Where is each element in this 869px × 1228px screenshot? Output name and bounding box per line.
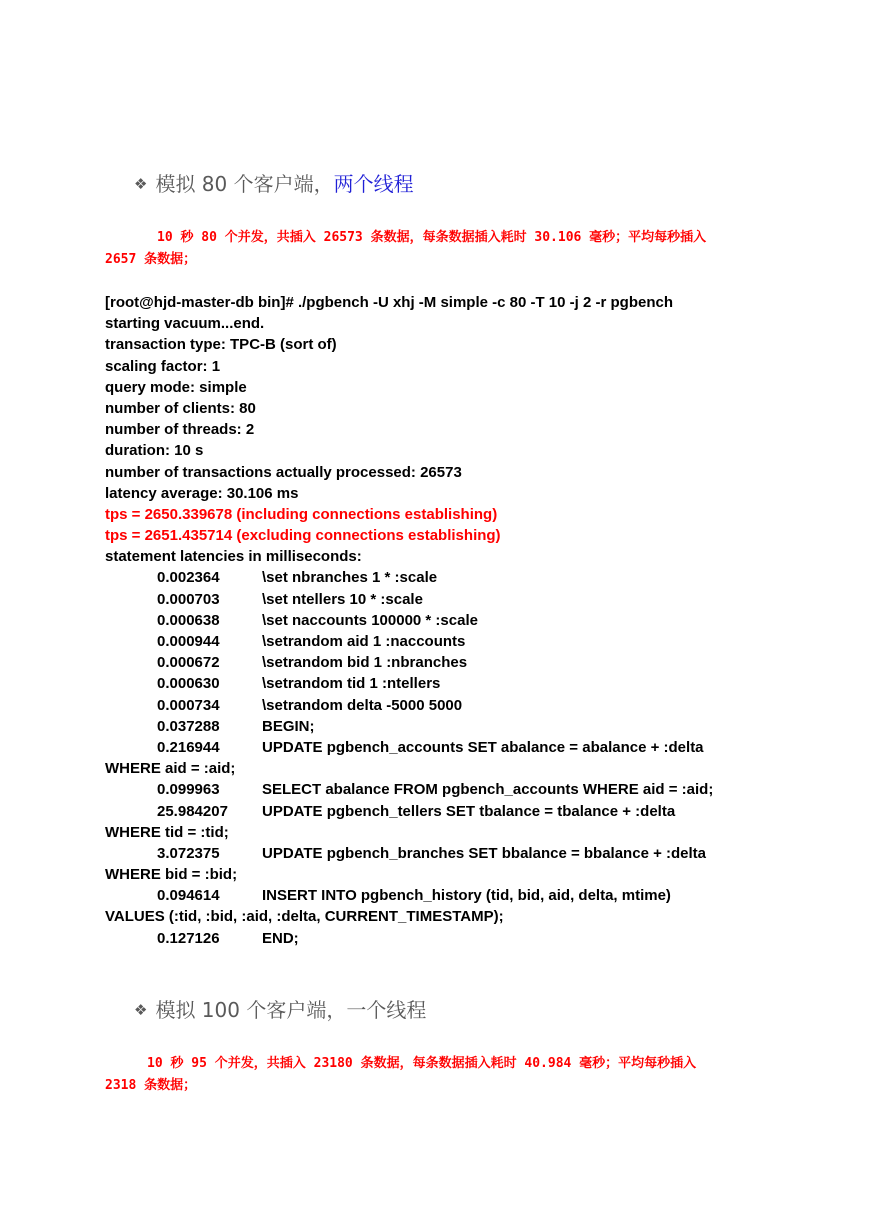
- statement-sql: UPDATE pgbench_tellers SET tbalance = tbalance + :delta: [262, 802, 676, 820]
- statement-sql: \setrandom delta -5000 5000: [262, 696, 463, 714]
- statement-sql: UPDATE pgbench_branches SET bbalance = bbalance + :delta: [262, 844, 707, 862]
- statement-row: [105, 885, 805, 906]
- heading-text: 模拟 80 个客户端，: [155, 172, 334, 196]
- statement-sql: \setrandom aid 1 :naccounts: [262, 633, 466, 650]
- statement-row: [105, 652, 805, 673]
- statement-latency: 0.000672: [157, 654, 220, 672]
- statement-continuation: WHERE bid = :bid;: [105, 866, 238, 884]
- clients-line: number of clients: 80: [105, 399, 256, 417]
- scaling-factor-line: scaling factor: 1: [105, 357, 221, 375]
- statement-sql: INSERT INTO pgbench_history (tid, bid, aid, delta, mtime): [262, 887, 671, 905]
- statement-row: [105, 716, 805, 737]
- statement-latency: 25.984207: [157, 802, 228, 820]
- statement-row: [105, 673, 805, 694]
- statement-sql: END;: [262, 929, 299, 947]
- summary-line-2: 2657 条数据；: [105, 252, 197, 267]
- summary-line-1: 10 秒 80 个并发，共插入 26573 条数据，每条数据插入耗时 30.106 毫秒；平均每秒插入: [157, 230, 707, 245]
- statement-row: [105, 610, 805, 631]
- statement-continuation: WHERE aid = :aid;: [105, 760, 236, 778]
- statement-latency: 0.000703: [157, 590, 220, 608]
- statement-row: [105, 589, 805, 610]
- statement-latency: 0.000944: [157, 633, 220, 650]
- statement-row: [105, 737, 805, 758]
- summary-note-100-clients: [105, 1053, 805, 1097]
- statement-sql: \set nbranches 1 * :scale: [262, 569, 438, 587]
- statement-latency: 0.000734: [157, 696, 220, 714]
- statement-row: [105, 928, 805, 949]
- statement-latency: 0.094614: [157, 887, 220, 905]
- duration-line: duration: 10 s: [105, 442, 204, 460]
- statement-latency: 0.216944: [157, 738, 220, 756]
- latency-line: latency average: 30.106 ms: [105, 484, 299, 502]
- section-heading-100-clients: [134, 998, 426, 1022]
- statement-row: [105, 801, 805, 822]
- statement-row: [105, 843, 805, 864]
- statement-sql: \setrandom tid 1 :ntellers: [262, 675, 441, 693]
- statement-row: [105, 779, 805, 800]
- statement-sql: \setrandom bid 1 :nbranches: [262, 654, 468, 672]
- statement-sql: \set ntellers 10 * :scale: [262, 590, 423, 608]
- query-mode-line: query mode: simple: [105, 378, 247, 396]
- heading-text: 模拟 100 个客户端，一个线程: [155, 998, 427, 1022]
- statement-sql: \set naccounts 100000 * :scale: [262, 611, 478, 629]
- statement-latency: 0.127126: [157, 929, 220, 947]
- statement-row: [105, 695, 805, 716]
- statement-latency: 0.037288: [157, 717, 220, 735]
- statement-sql: UPDATE pgbench_accounts SET abalance = abalance + :delta: [262, 738, 704, 756]
- command-line: [root@hjd-master-db bin]# ./pgbench -U xhj -M simple -c 80 -T 10 -j 2 -r pgbench: [105, 294, 674, 311]
- summary-note-80-clients: [105, 227, 805, 271]
- tps-excluding-line: tps = 2651.435714 (excluding connections establishing): [105, 527, 501, 545]
- summary-line-1: 10 秒 95 个并发，共插入 23180 条数据，每条数据插入耗时 40.984 毫秒；平均每秒插入: [147, 1056, 697, 1071]
- statement-row: [105, 567, 805, 588]
- statement-latency: 3.072375: [157, 844, 220, 862]
- statement-latency: 0.000638: [157, 611, 220, 629]
- statement-latency: 0.000630: [157, 675, 220, 693]
- statement-continuation: VALUES (:tid, :bid, :aid, :delta, CURRENT_TIMESTAMP);: [105, 908, 504, 926]
- statement-sql: BEGIN;: [262, 717, 315, 735]
- statement-latency: 0.099963: [157, 781, 220, 799]
- diamond-bullet-icon: ❖: [134, 175, 148, 193]
- latencies-header-line: statement latencies in milliseconds:: [105, 548, 362, 566]
- statement-sql: SELECT abalance FROM pgbench_accounts WHERE aid = :aid;: [262, 781, 714, 799]
- tps-including-line: tps = 2650.339678 (including connections establishing): [105, 505, 498, 523]
- diamond-bullet-icon: ❖: [134, 1001, 148, 1019]
- statement-latency: 0.002364: [157, 569, 220, 587]
- statement-row: [105, 631, 805, 652]
- summary-line-2: 2318 条数据；: [105, 1078, 197, 1093]
- vacuum-line: starting vacuum...end.: [105, 315, 265, 333]
- pgbench-output: [105, 292, 805, 949]
- section-heading-80-clients: [134, 172, 414, 196]
- statement-continuation: WHERE tid = :tid;: [105, 823, 229, 841]
- threads-line: number of threads: 2: [105, 421, 255, 439]
- transaction-type-line: transaction type: TPC-B (sort of): [105, 336, 337, 354]
- heading-highlight: 两个线程: [333, 172, 414, 196]
- transactions-line: number of transactions actually processed: 26573: [105, 463, 462, 481]
